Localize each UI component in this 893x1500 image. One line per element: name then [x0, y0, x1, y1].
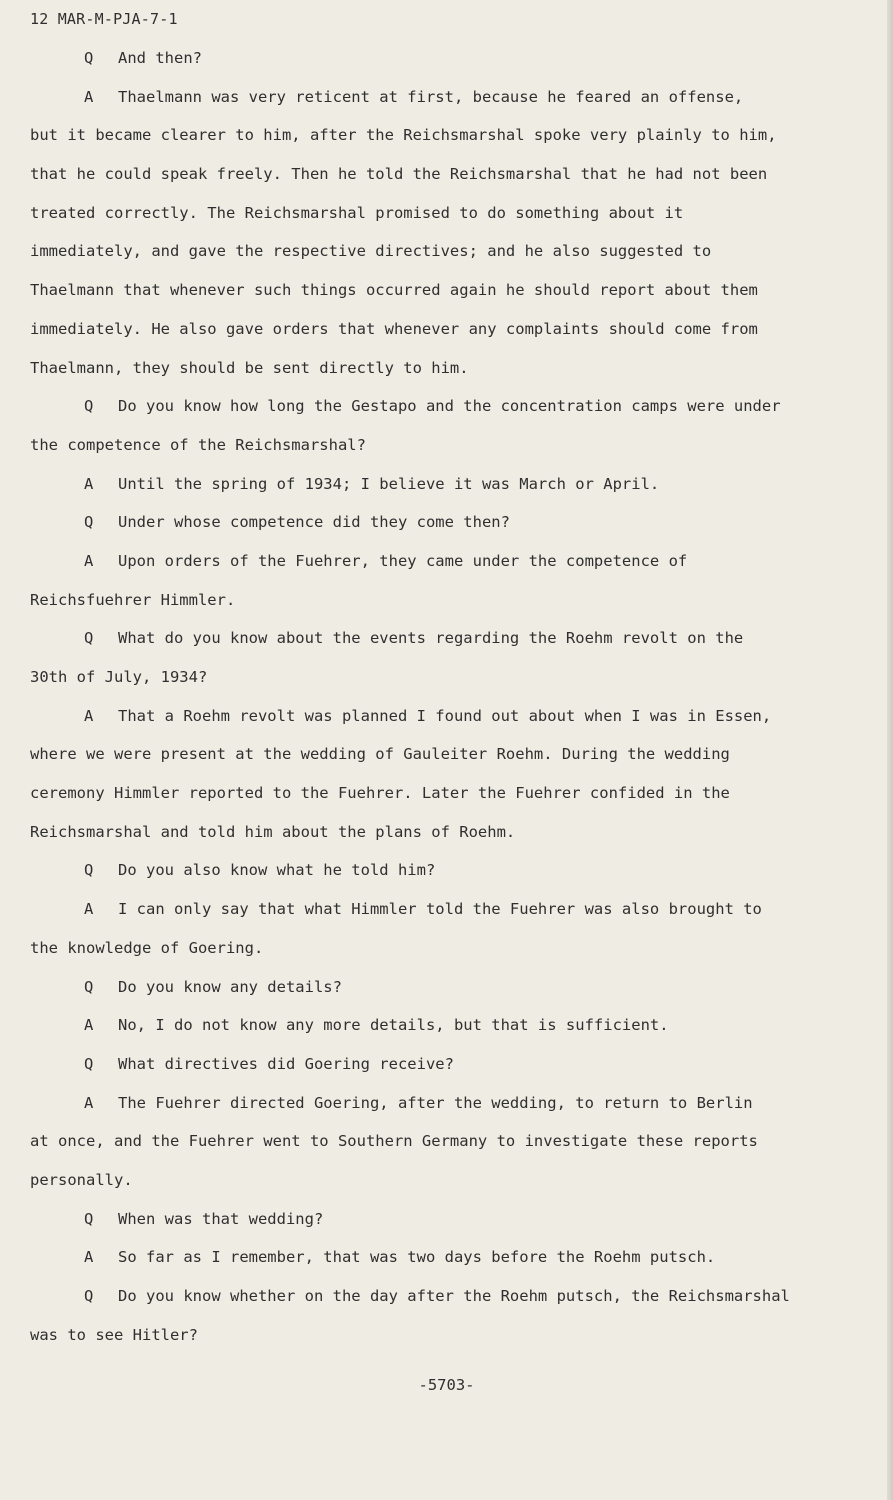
qa-line	[30, 890, 830, 929]
line-text: Do you know how long the Gestapo and the concentration camps were under	[118, 397, 781, 416]
continuation-line	[30, 1316, 830, 1355]
line-text: Thaelmann was very reticent at first, because he feared an offense,	[118, 87, 744, 106]
continuation-line	[30, 774, 830, 813]
transcript-body	[30, 39, 830, 1354]
line-text: was to see Hitler?	[30, 1325, 198, 1344]
answer-label: A	[84, 900, 94, 919]
qa-line	[30, 968, 830, 1007]
line-text: That a Roehm revolt was planned I found out about when I was in Essen,	[118, 706, 772, 725]
continuation-line	[30, 929, 830, 968]
question-label: Q	[84, 49, 94, 67]
qa-line	[30, 1277, 830, 1316]
continuation-line	[30, 1122, 830, 1161]
line-text: Under whose competence did they come then?	[118, 513, 510, 532]
continuation-line	[30, 232, 830, 271]
line-text: No, I do not know any more details, but that is sufficient.	[118, 1016, 669, 1035]
line-text: treated correctly. The Reichsmarshal promised to do something about it	[30, 203, 684, 222]
answer-label: A	[84, 551, 94, 570]
line-text: What do you know about the events regarding the Roehm revolt on the	[118, 629, 744, 648]
continuation-line	[30, 155, 830, 194]
line-text: Upon orders of the Fuehrer, they came under the competence of	[118, 551, 688, 570]
document-reference: 12 MAR-M-PJA-7-1	[30, 10, 178, 28]
line-text: ceremony Himmler reported to the Fuehrer. Later the Fuehrer confided in the	[30, 784, 730, 803]
line-text: Do you know whether on the day after the Roehm putsch, the Reichsmarshal	[118, 1287, 790, 1305]
line-text: Reichsfuehrer Himmler.	[30, 590, 236, 609]
qa-line	[30, 851, 830, 890]
continuation-line	[30, 658, 830, 697]
qa-line	[30, 1045, 830, 1084]
line-text: When was that wedding?	[118, 1209, 324, 1228]
line-text: Do you know any details?	[118, 977, 342, 996]
continuation-line	[30, 271, 830, 310]
qa-line	[30, 542, 830, 581]
line-text: immediately. He also gave orders that whenever any complaints should come from	[30, 319, 758, 338]
continuation-line	[30, 1161, 830, 1200]
qa-line	[30, 619, 830, 658]
qa-line	[30, 39, 830, 78]
continuation-line	[30, 581, 830, 620]
question-label: Q	[84, 397, 94, 416]
answer-label: A	[84, 706, 94, 725]
continuation-line	[30, 735, 830, 774]
answer-label: A	[84, 1093, 94, 1112]
continuation-line	[30, 426, 830, 465]
line-text: I can only say that what Himmler told the Fuehrer was also brought to	[118, 900, 762, 919]
qa-line	[30, 1200, 830, 1239]
line-text: Reichsmarshal and told him about the plans of Roehm.	[30, 822, 516, 841]
qa-line	[30, 1006, 830, 1045]
line-text: What directives did Goering receive?	[118, 1054, 454, 1073]
qa-line	[30, 503, 830, 542]
line-text: Thaelmann, they should be sent directly to him.	[30, 358, 469, 377]
line-text: Do you also know what he told him?	[118, 861, 436, 880]
line-text: Thaelmann that whenever such things occurred again he should report about them	[30, 281, 758, 300]
line-text: but it became clearer to him, after the Reichsmarshal spoke very plainly to him,	[30, 126, 777, 145]
qa-line	[30, 697, 830, 736]
answer-label: A	[84, 87, 94, 106]
line-text: 30th of July, 1934?	[30, 668, 208, 686]
qa-line	[30, 1084, 830, 1123]
continuation-line	[30, 194, 830, 233]
question-label: Q	[84, 629, 94, 648]
continuation-line	[30, 310, 830, 349]
line-text: And then?	[118, 49, 202, 67]
line-text: that he could speak freely. Then he told the Reichsmarshal that he had not been	[30, 165, 768, 184]
line-text: So far as I remember, that was two days before the Roehm putsch.	[118, 1248, 716, 1267]
page-edge	[887, 0, 893, 1500]
continuation-line	[30, 813, 830, 852]
qa-line	[30, 78, 830, 117]
question-label: Q	[84, 861, 94, 880]
line-text: the competence of the Reichsmarshal?	[30, 435, 366, 454]
line-text: where we were present at the wedding of Gauleiter Roehm. During the wedding	[30, 745, 730, 764]
continuation-line	[30, 349, 830, 388]
question-label: Q	[84, 513, 94, 532]
continuation-line	[30, 116, 830, 155]
line-text: personally.	[30, 1170, 133, 1189]
qa-line	[30, 1238, 830, 1277]
question-label: Q	[84, 1209, 94, 1228]
qa-line	[30, 465, 830, 504]
line-text: Until the spring of 1934; I believe it was March or April.	[118, 474, 660, 493]
answer-label: A	[84, 1016, 94, 1035]
line-text: immediately, and gave the respective directives; and he also suggested to	[30, 242, 712, 261]
page-number: -5703-	[418, 1376, 475, 1394]
answer-label: A	[84, 1248, 94, 1267]
question-label: Q	[84, 977, 94, 996]
question-label: Q	[84, 1054, 94, 1073]
question-label: Q	[84, 1287, 94, 1305]
qa-line	[30, 387, 830, 426]
answer-label: A	[84, 474, 94, 493]
line-text: at once, and the Fuehrer went to Southern Germany to investigate these reports	[30, 1132, 758, 1151]
line-text: the knowledge of Goering.	[30, 938, 264, 957]
line-text: The Fuehrer directed Goering, after the wedding, to return to Berlin	[118, 1093, 753, 1112]
